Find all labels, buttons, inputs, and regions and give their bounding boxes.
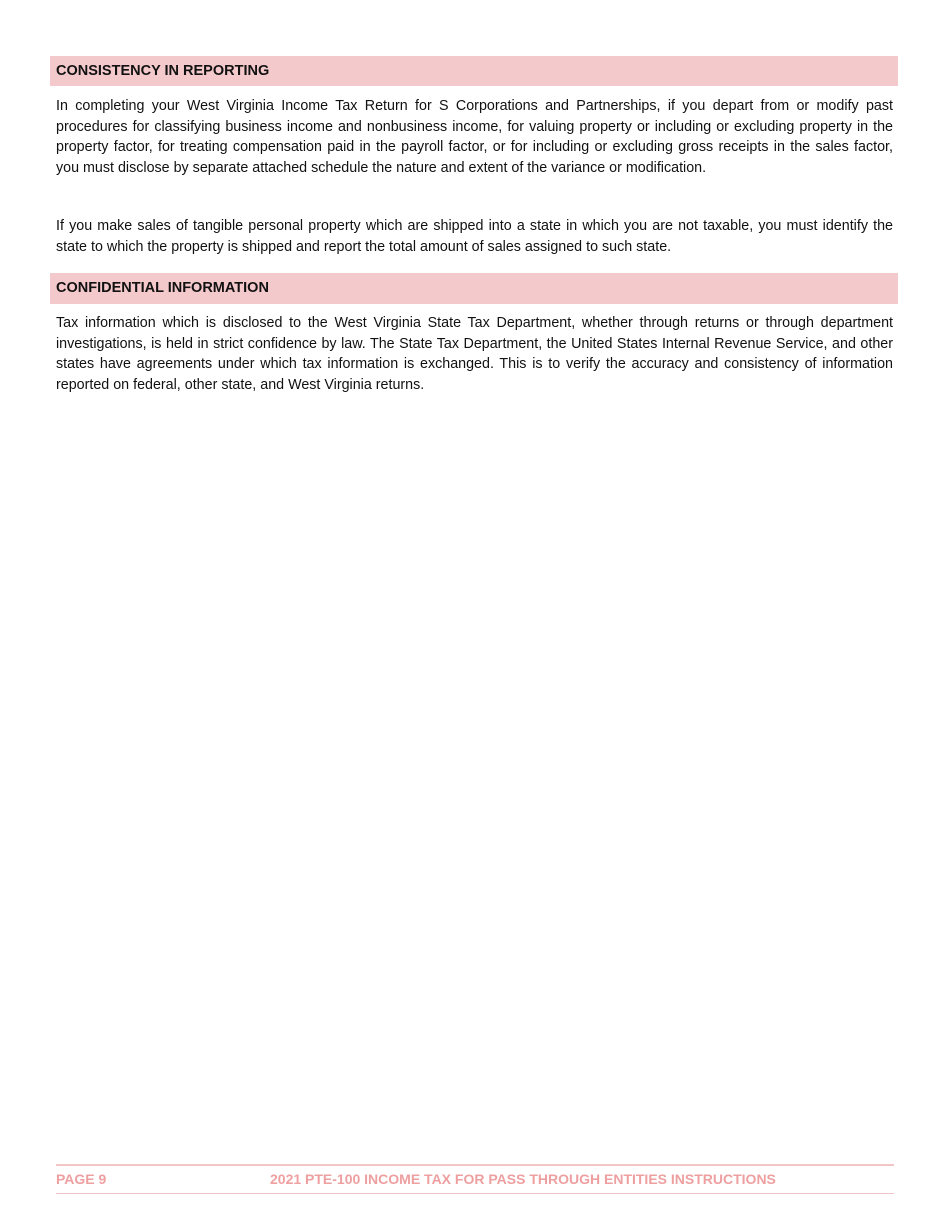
- section-heading-consistency: CONSISTENCY IN REPORTING: [50, 56, 898, 87]
- footer-document-title: 2021 PTE-100 INCOME TAX FOR PASS THROUGH ENTITIES INSTRUCTIONS: [270, 1171, 776, 1187]
- footer-bottom-rule: [56, 1193, 894, 1194]
- footer-page-number: PAGE 9: [56, 1171, 107, 1187]
- paragraph-consistency-2: If you make sales of tangible personal property which are shipped into a state in which you are not taxable, you must identify the state to which the property is shipped and report the total amount of sales assigned to such state.: [56, 218, 893, 255]
- paragraph-confidential-1: Tax information which is disclosed to the West Virginia State Tax Department, whether through returns or through department investigations, is held in strict confidence by law. The State Tax Department, the United States Internal Revenue Service, and other states have agreements under which tax information is exchanged. This is to verify the accuracy and consistency of information reported on federal, other state, and West Virginia returns.: [56, 315, 893, 394]
- footer-top-rule: [56, 1164, 894, 1166]
- paragraph-consistency-1: In completing your West Virginia Income Tax Return for S Corporations and Partnerships, if you depart from or modify past procedures for classifying business income and nonbusiness income, for valuing property or including or excluding property in the property factor, for treating compensation paid in the payroll factor, or for including or excluding gross receipts in the sales factor, you must disclose by separate attached schedule the nature and extent of the variance or modification.: [56, 98, 893, 177]
- section-heading-confidential: CONFIDENTIAL INFORMATION: [50, 273, 898, 304]
